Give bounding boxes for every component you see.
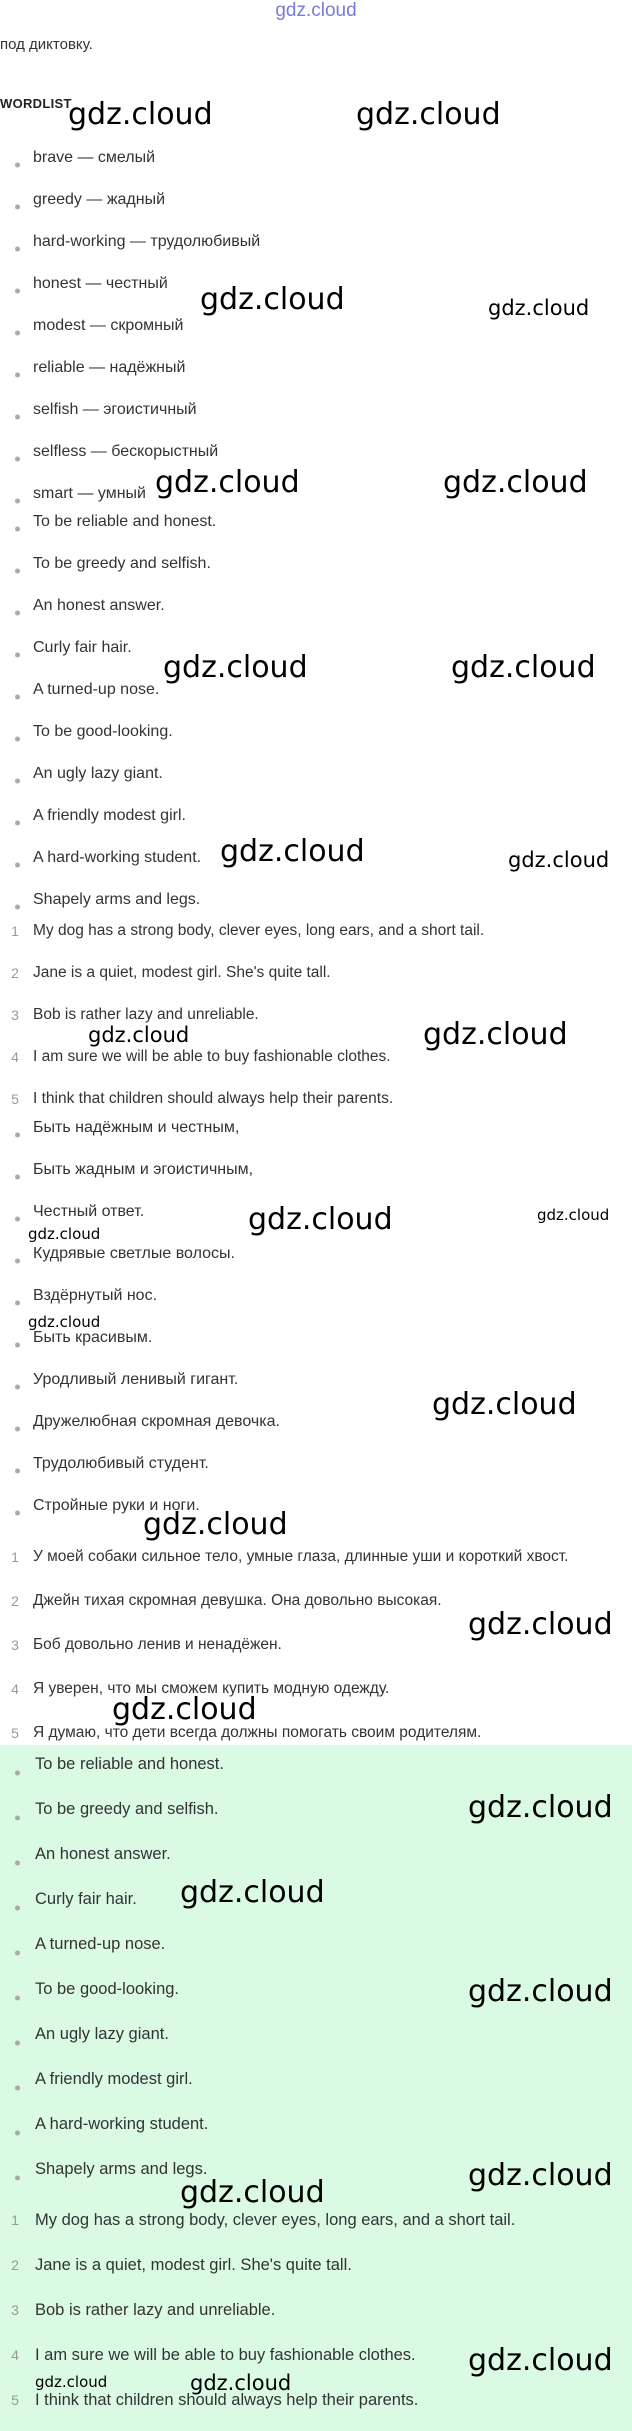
sentence-number: 4 (11, 2347, 19, 2363)
answer-phrase: To be greedy and selfish. (0, 1795, 632, 1840)
site-logo[interactable]: gdz.cloud (275, 0, 357, 21)
watermark: gdz.cloud (180, 1875, 325, 1910)
sentence-text: Bob is rather lazy and unreliable. (33, 1006, 259, 1023)
sentence-number: 4 (11, 1049, 19, 1065)
watermark: gdz.cloud (200, 282, 345, 317)
watermark: gdz.cloud (143, 1507, 288, 1542)
watermark: gdz.cloud (468, 1790, 613, 1825)
watermark: gdz.cloud (468, 2343, 613, 2378)
watermark: gdz.cloud (112, 1692, 257, 1727)
watermark: gdz.cloud (88, 1023, 190, 1047)
answer-sentence (0, 2296, 632, 2341)
answer-sentence-list (0, 2206, 632, 2431)
answer-sentence (0, 2206, 632, 2251)
sentence-number: 5 (11, 2392, 19, 2408)
wordlist-item: reliable — надёжный (0, 354, 632, 396)
english-phrase: A hard-working student. (0, 844, 632, 886)
sentence-text: I think that children should always help their parents. (33, 1090, 394, 1107)
english-phrase: An ugly lazy giant. (0, 760, 632, 802)
sentence-number: 3 (11, 2302, 19, 2318)
answer-phrase: Shapely arms and legs. (0, 2155, 632, 2200)
sentence-number: 4 (11, 1681, 19, 1697)
answer-phrase: A hard-working student. (0, 2110, 632, 2155)
wordlist-item: greedy — жадный (0, 186, 632, 228)
sentence-text: Я думаю, что дети всегда должны помогать своим родителям. (33, 1724, 482, 1741)
english-phrase: A friendly modest girl. (0, 802, 632, 844)
english-sentence (0, 917, 632, 959)
answer-phrase: To be reliable and honest. (0, 1750, 632, 1795)
russian-sentence (0, 1675, 632, 1719)
watermark: gdz.cloud (423, 1017, 568, 1052)
answer-sentence (0, 2251, 632, 2296)
watermark: gdz.cloud (28, 1313, 101, 1331)
sentence-number: 2 (11, 2257, 19, 2273)
answer-phrase: A friendly modest girl. (0, 2065, 632, 2110)
russian-phrase: Вздёрнутый нос. (0, 1282, 632, 1324)
answer-phrase: A turned-up nose. (0, 1930, 632, 1975)
wordlist-item: modest — скромный (0, 312, 632, 354)
sentence-text: Я уверен, что мы сможем купить модную одежду. (33, 1680, 390, 1697)
sentence-number: 1 (11, 923, 19, 939)
sentence-number: 2 (11, 965, 19, 981)
watermark: gdz.cloud (508, 848, 610, 872)
russian-phrase: Быть жадным и эгоистичным, (0, 1156, 632, 1198)
wordlist-heading: WORDLIST (0, 96, 72, 111)
sentence-number: 3 (11, 1007, 19, 1023)
watermark: gdz.cloud (35, 2373, 108, 2391)
watermark: gdz.cloud (28, 1225, 101, 1243)
sentence-text: Jane is a quiet, modest girl. She's quite tall. (33, 964, 331, 981)
english-phrase: Curly fair hair. (0, 634, 632, 676)
sentence-number: 3 (11, 1637, 19, 1653)
english-phrase: To be good-looking. (0, 718, 632, 760)
watermark: gdz.cloud (468, 1607, 613, 1642)
russian-phrase: Дружелюбная скромная девочка. (0, 1408, 632, 1450)
watermark: gdz.cloud (190, 2371, 292, 2395)
english-phrase: Shapely arms and legs. (0, 886, 632, 928)
sentence-number: 1 (11, 2212, 19, 2228)
russian-phrase: Кудрявые светлые волосы. (0, 1240, 632, 1282)
sentence-number: 1 (11, 1549, 19, 1565)
answer-phrase: Curly fair hair. (0, 1885, 632, 1930)
watermark: gdz.cloud (356, 97, 501, 132)
sentence-text: Bob is rather lazy and unreliable. (35, 2301, 276, 2319)
watermark: gdz.cloud (180, 2175, 325, 2210)
sentence-text: I think that children should always help their parents. (35, 2391, 419, 2409)
english-phrase: To be greedy and selfish. (0, 550, 632, 592)
watermark: gdz.cloud (468, 1974, 613, 2009)
russian-sentence-list (0, 1543, 632, 1763)
sentence-number: 5 (11, 1091, 19, 1107)
wordlist-item: selfless — бескорыстный (0, 438, 632, 480)
russian-sentence (0, 1543, 632, 1587)
sentence-text: I am sure we will be able to buy fashionable clothes. (35, 2346, 416, 2364)
sentence-text: My dog has a strong body, clever eyes, long ears, and a short tail. (35, 2211, 516, 2229)
english-sentence (0, 959, 632, 1001)
russian-phrase: Уродливый ленивый гигант. (0, 1366, 632, 1408)
english-phrase: A turned-up nose. (0, 676, 632, 718)
english-phrase: To be reliable and honest. (0, 508, 632, 550)
russian-phrase: Трудолюбивый студент. (0, 1450, 632, 1492)
wordlist-item: smart — умный (0, 480, 632, 522)
sentence-text: У моей собаки сильное тело, умные глаза, длинные уши и короткий хвост. (33, 1548, 569, 1565)
watermark: gdz.cloud (443, 465, 588, 500)
english-phrase: An honest answer. (0, 592, 632, 634)
sentence-text: Боб довольно ленив и ненадёжен. (33, 1636, 282, 1653)
watermark: gdz.cloud (248, 1202, 393, 1237)
watermark: gdz.cloud (155, 465, 300, 500)
answer-phrase: An honest answer. (0, 1840, 632, 1885)
sentence-number: 2 (11, 1593, 19, 1609)
russian-phrase: Честный ответ. (0, 1198, 632, 1240)
answer-phrase: An ugly lazy giant. (0, 2020, 632, 2065)
sentence-text: I am sure we will be able to buy fashionable clothes. (33, 1048, 391, 1065)
sentence-text: Джейн тихая скромная девушка. Она довольно высокая. (33, 1592, 442, 1609)
wordlist-item: selfish — эгоистичный (0, 396, 632, 438)
wordlist-item: honest — честный (0, 270, 632, 312)
russian-phrase: Быть надёжным и честным, (0, 1114, 632, 1156)
watermark: gdz.cloud (432, 1387, 577, 1422)
watermark: gdz.cloud (488, 296, 590, 320)
intro-text: под диктовку. (0, 36, 93, 53)
watermark: gdz.cloud (68, 97, 213, 132)
watermark: gdz.cloud (537, 1206, 610, 1224)
answer-phrase: To be good-looking. (0, 1975, 632, 2020)
answer-sentence (0, 2386, 632, 2431)
watermark: gdz.cloud (220, 834, 365, 869)
watermark: gdz.cloud (468, 2158, 613, 2193)
russian-phrase: Стройные руки и ноги. (0, 1492, 632, 1534)
wordlist-item: hard-working — трудолюбивый (0, 228, 632, 270)
sentence-text: Jane is a quiet, modest girl. She's quite tall. (35, 2256, 352, 2274)
russian-phrase: Быть красивым. (0, 1324, 632, 1366)
sentence-number: 5 (11, 1725, 19, 1741)
wordlist-item: brave — смелый (0, 144, 632, 186)
watermark: gdz.cloud (163, 650, 308, 685)
sentence-text: My dog has a strong body, clever eyes, long ears, and a short tail. (33, 922, 485, 939)
watermark: gdz.cloud (451, 650, 596, 685)
